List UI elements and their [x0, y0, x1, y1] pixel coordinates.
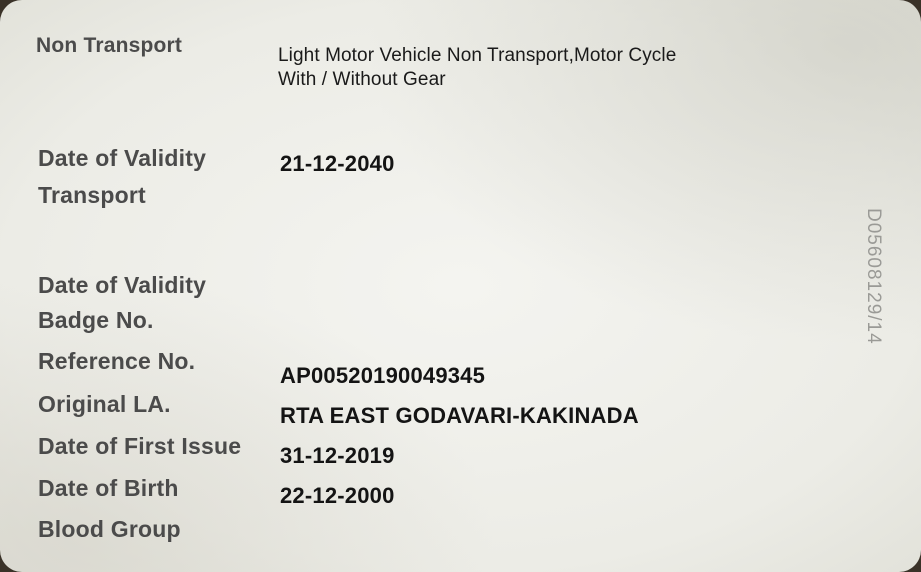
original-la-label: Original LA.	[38, 391, 171, 417]
badge-no-label: Badge No.	[38, 307, 154, 333]
original-la-value: RTA EAST GODAVARI-KAKINADA	[280, 403, 639, 428]
reference-no-value: AP00520190049345	[280, 363, 486, 388]
dob-label: Date of Birth	[38, 475, 179, 501]
validity-badge-label-line1: Date of Validity	[38, 272, 207, 298]
validity-transport-value: 21-12-2040	[280, 151, 395, 176]
validity-transport-label-line2: Transport	[38, 182, 146, 208]
non-transport-cov-line1: Light Motor Vehicle Non Transport,Motor Cycle	[278, 45, 677, 66]
blood-group-label: Blood Group	[38, 516, 181, 542]
first-issue-value: 31-12-2019	[280, 443, 395, 468]
dob-value: 22-12-2000	[280, 483, 395, 508]
first-issue-label: Date of First Issue	[38, 433, 242, 459]
card-serial-number: D05608129/14	[863, 208, 884, 345]
non-transport-cov-line2: With / Without Gear	[278, 69, 446, 90]
non-transport-label: Non Transport	[36, 34, 183, 57]
validity-transport-label-line1: Date of Validity	[38, 145, 207, 171]
reference-no-label: Reference No.	[38, 348, 196, 374]
